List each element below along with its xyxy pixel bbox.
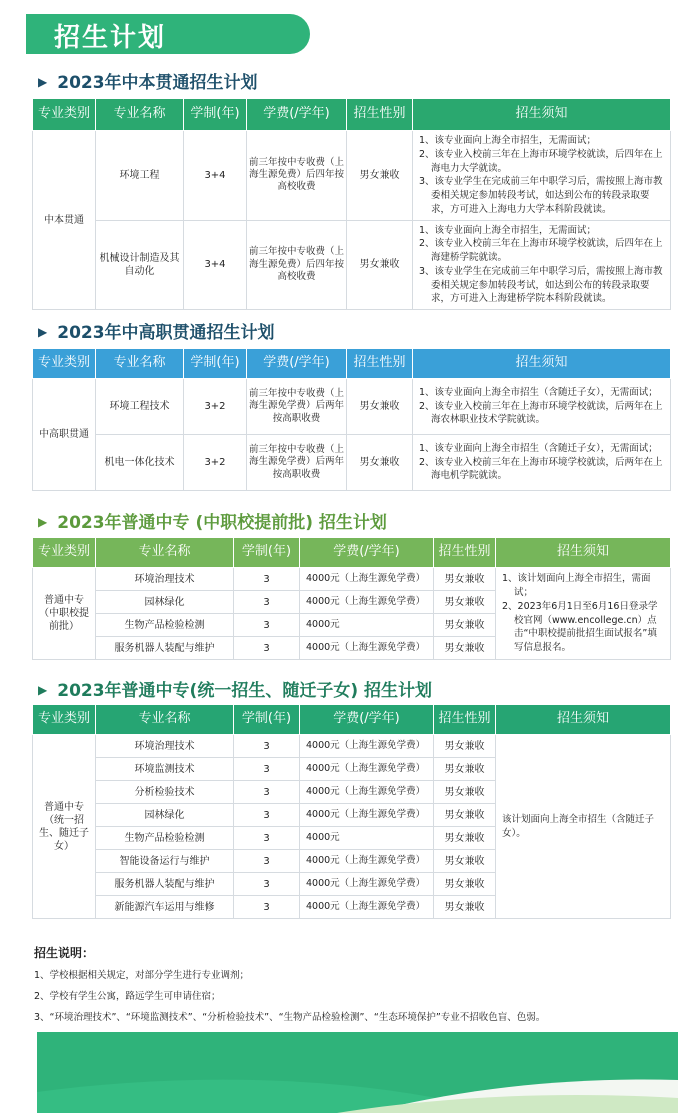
table-row: 中本贯通 环境工程 3+4 前三年按中专收费（上海生源免费）后四年按高校收费 男女兼收 1、该专业面向上海全市招生，无需面试； 2、该专业入校前三年在上海市环境学校就读，后四年在上海电力大学就读。 3、该专业学生在完成前三年中职学习后，需按照上海市教委相关规定参加转段考试，如达到公布的转段录取要求，方可进入上海电力大学本科阶段就读。 [33,131,671,221]
section-title-2: ▶ 2023年中高职贯通招生计划 [38,323,275,343]
footer-decoration [37,1032,678,1113]
table-row: 机械设计制造及其自动化 3+4 前三年按中专收费（上海生源免费）后四年按高校收费 男女兼收 1、该专业面向上海全市招生，无需面试； 2、该专业入校前三年在上海市环境学校就读，后四年在上海建桥学院就读。 3、该专业学生在完成前三年中职学习后，需按照上海市教委相关规定参加转段考试，如达到公布的转段录取要求，方可进入上海建桥学院本科阶段就读。 [33,220,671,310]
page-title-banner [26,14,310,54]
page-title: 招生计划 [54,23,167,53]
admission-remarks [34,944,654,1030]
remark-line: 2、学校有学生公寓，路远学生可申请住宿； [34,991,221,1002]
table-row: 普通中专（中职校提前批） 环境治理技术 3 4000元（上海生源免学费） 男女兼收 1、该计划面向上海全市招生，需面试； 2、2023年6月1日至6月16日登录学校官网（www.encollege.cn）点击“中职校提前批招生面试报名”填写信息报名。 [33,568,671,591]
triangle-bullet-icon: ▶ [38,683,48,697]
footer-wave-graphic [37,1032,678,1113]
table-row: 生物产品检验检测 3 4000元 男女兼收 [33,827,671,850]
section-title-1: ▶ 2023年中本贯通招生计划 [38,73,258,93]
table-row: 智能设备运行与维护 3 4000元（上海生源免学费） 男女兼收 [33,850,671,873]
triangle-bullet-icon: ▶ [38,515,48,529]
section-title-3: ▶ 2023年普通中专 (中职校提前批) 招生计划 [38,513,387,533]
table-tiqianpi [32,537,671,660]
table-row: 园林绿化 3 4000元（上海生源免学费） 男女兼收 [33,804,671,827]
table-header: 专业类别 专业名称 学制(年) 学费(/学年) 招生性别 招生须知 [33,349,671,379]
table-row: 普通中专（统一招生、随迁子女） 环境治理技术 3 4000元（上海生源免学费） 男女兼收 该计划面向上海全市招生（含随迁子女）。 [33,735,671,758]
table-header: 专业类别 专业名称 学制(年) 学费(/学年) 招生性别 招生须知 [33,705,671,735]
remark-line: 3、“环境治理技术”、“环境监测技术”、“分析检验技术”、“生物产品检验检测”、“生态环境保护”专业不招收色盲、色弱。 [34,1012,546,1023]
table-row: 机电一体化技术 3+2 前三年按中专收费（上海生源免学费）后两年按高职收费 男女兼收 1、该专业面向上海全市招生（含随迁子女），无需面试； 2、该专业入校前三年在上海市环境学校就读，后两年在上海电机学院就读。 [33,435,671,491]
table-row: 环境监测技术 3 4000元（上海生源免学费） 男女兼收 [33,758,671,781]
table-row: 新能源汽车运用与维修 3 4000元（上海生源免学费） 男女兼收 [33,896,671,919]
section-title-4: ▶ 2023年普通中专(统一招生、随迁子女) 招生计划 [38,681,433,701]
table-row: 分析检验技术 3 4000元（上海生源免学费） 男女兼收 [33,781,671,804]
table-zhonggaozhi [32,348,671,491]
remark-line: 1、学校根据相关规定，对部分学生进行专业调剂； [34,970,250,981]
table-row: 生物产品检验检测 3 4000元 男女兼收 [33,614,671,637]
remarks-title: 招生说明： [34,946,95,960]
table-zhongben [32,98,671,310]
table-header: 专业类别 专业名称 学制(年) 学费(/学年) 招生性别 招生须知 [33,538,671,568]
table-row: 中高职贯通 环境工程技术 3+2 前三年按中专收费（上海生源免学费）后两年按高职收费 男女兼收 1、该专业面向上海全市招生（含随迁子女），无需面试； 2、该专业入校前三年在上海市环境学校就读，后两年在上海农林职业技术学院就读。 [33,379,671,435]
table-row: 园林绿化 3 4000元（上海生源免学费） 男女兼收 [33,591,671,614]
table-row: 服务机器人装配与维护 3 4000元（上海生源免学费） 男女兼收 [33,637,671,660]
table-header: 专业类别 专业名称 学制(年) 学费(/学年) 招生性别 招生须知 [33,99,671,131]
table-tongyi [32,704,671,919]
triangle-bullet-icon: ▶ [38,325,48,339]
table-row: 服务机器人装配与维护 3 4000元（上海生源免学费） 男女兼收 [33,873,671,896]
triangle-bullet-icon: ▶ [38,75,48,89]
